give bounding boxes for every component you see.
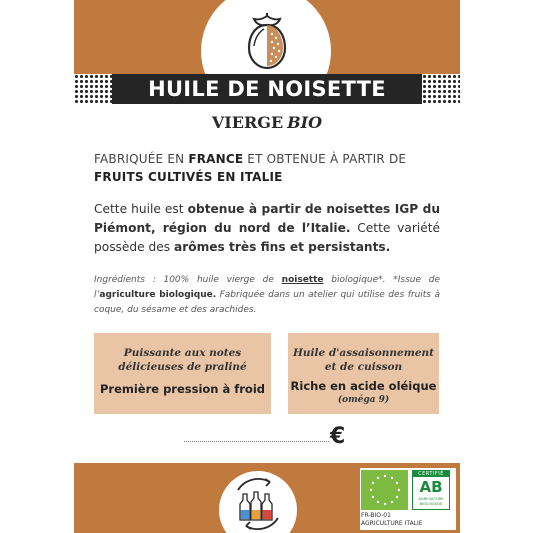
subtitle-vierge: VIERGE	[211, 113, 284, 132]
product-title: HUILE DE NOISETTE	[148, 77, 386, 101]
feature-left-script-2: délicieuses de praliné	[118, 361, 247, 373]
ingredients-text-2: biologique*. *Issue de l’	[94, 275, 440, 300]
ingredients-bold: agriculture biologique.	[99, 290, 217, 300]
subtitle-bio: BIO	[287, 113, 323, 132]
certification-code-line: FR-BIO-01	[361, 512, 391, 519]
desc-bold-2: arômes très fins et persistants.	[173, 240, 391, 254]
feature-right-small: (oméga 9)	[337, 395, 390, 405]
origin-statement	[94, 150, 440, 186]
feature-left-strong: Première pression à froid	[99, 382, 266, 396]
desc-text-2: Cette variété possède des	[94, 221, 441, 254]
ingredients-text-1: Ingrédients : 100% huile vierge de	[94, 275, 282, 285]
euro-symbol: €	[330, 424, 346, 449]
ingredients-text-3: Fabriquée dans un atelier qui utilise des fruits à coque, du sésame et des arachides.	[94, 290, 440, 315]
ab-logo-letters: AB	[419, 478, 443, 496]
product-label	[74, 0, 460, 533]
feature-right-strong: Riche en acide oléique	[290, 379, 437, 393]
dot-pattern-right	[422, 74, 460, 104]
dot-pattern-left	[74, 74, 112, 104]
ab-logo-top: CERTIFIÉ	[413, 471, 449, 477]
hazelnut-icon	[236, 10, 298, 72]
recycle-bottles-icon	[226, 476, 290, 532]
feature-left-script	[94, 346, 271, 374]
feature-right-script-1: Huile d'assaisonnement	[293, 347, 434, 359]
origin-country: FRANCE	[188, 152, 244, 166]
origin-bold-line: FRUITS CULTIVÉS EN ITALIE	[94, 170, 283, 184]
product-subtitle	[74, 113, 460, 132]
description	[94, 200, 440, 257]
feature-box-right	[288, 333, 439, 414]
certification-origin-line: AGRICULTURE ITALIE	[361, 520, 423, 527]
ingredients	[94, 273, 440, 318]
certification-code	[361, 512, 423, 528]
ab-logo-bottom: AGRICULTURE BIOLOGIQUE	[418, 497, 444, 506]
desc-bold-1: obtenue à partir de noisettes IGP du Piémont, région du nord de l’Italie.	[94, 202, 440, 235]
desc-text-1: Cette huile est	[94, 202, 188, 216]
feature-right-script-2: et de cuisson	[324, 361, 403, 373]
ingredients-key: noisette	[281, 275, 324, 285]
feature-right-script	[288, 346, 439, 374]
feature-left-script-1: Puissante aux notes	[123, 347, 242, 359]
feature-box-left	[94, 333, 271, 414]
eu-organic-leaf-icon	[361, 470, 408, 510]
price-dotted-line	[184, 441, 329, 442]
ab-logo	[412, 470, 450, 510]
origin-text-2: ET OBTENUE À PARTIR DE	[243, 152, 407, 166]
origin-text-1: FABRIQUÉE EN	[94, 152, 189, 166]
